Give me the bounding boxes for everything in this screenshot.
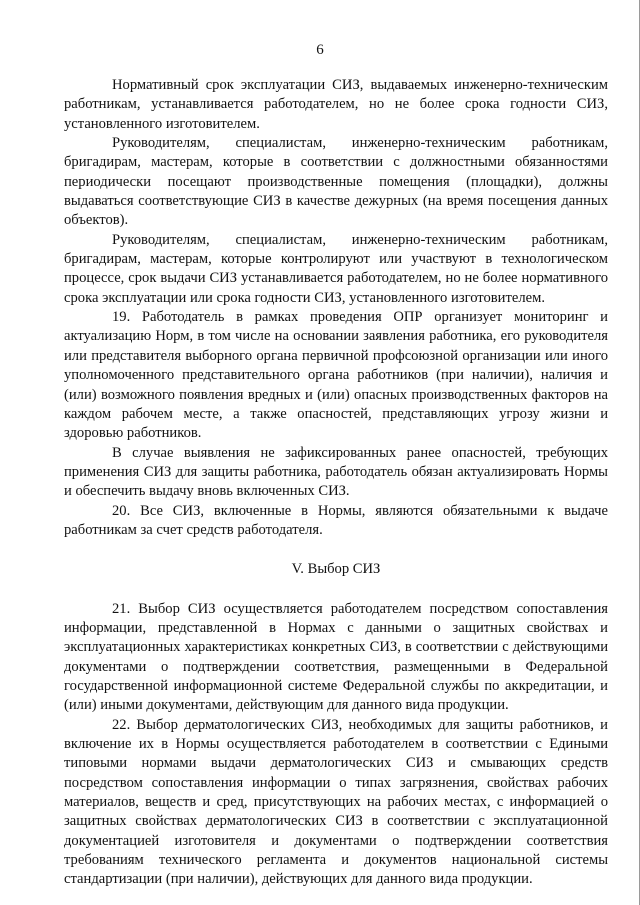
section-heading: V. Выбор СИЗ <box>291 561 381 578</box>
document-body <box>64 76 608 890</box>
paragraph-clause-22: 22. Выбор дерматологических СИЗ, необходимых для защиты работников, и включение их в Нормы осуществляется работодателем в соответствии с Едиными типовыми нормами выдачи дерматологических СИЗ и смывающих средств посредством сопоставления информации о типах загрязнения, свойствах рабочих материалов, веществ и сред, присутствующих на рабочих местах, с информацией о защитных свойствах дерматологических СИЗ в соответствии с эксплуатационной документацией изготовителя и документами о подтверждении соответствия требованиям технического регламента и документов национальной системы стандартизации (при наличии), действующих для данного вида продукции. <box>64 716 608 888</box>
paragraph: Руководителям, специалистам, инженерно-техническим работникам, бригадирам, мастерам, которые контролируют или участвуют в технологическом процессе, срок выдачи СИЗ устанавливается работодателем, но не более нормативного срока эксплуатации или срока годности СИЗ, установленного изготовителем. <box>64 231 608 306</box>
paragraph: В случае выявления не зафиксированных ранее опасностей, требующих применения СИЗ для защиты работника, работодатель обязан актуализировать Нормы и обеспечить выдачу вновь включенных СИЗ. <box>64 444 608 500</box>
page-number: 6 <box>316 42 324 58</box>
paragraph-clause-19: 19. Работодатель в рамках проведения ОПР организует мониторинг и актуализацию Норм, в том числе на основании заявления работника, его руководителя или представителя выборного органа первичной профсоюзной организации или иного уполномоченного представительного органа работников (при наличии), наличия и (или) возможного появления вредных и (или) опасных производственных факторов на каждом рабочем месте, а также опасностей, представляющих угрозу жизни и здоровью работников. <box>64 309 608 442</box>
paragraph-clause-20: 20. Все СИЗ, включенные в Нормы, являются обязательными к выдаче работникам за счет средств работодателя. <box>64 502 608 538</box>
paragraph: Руководителям, специалистам, инженерно-техническим работникам, бригадирам, мастерам, которые в соответствии с должностными обязанностями периодически посещают производственные помещения (площадки), должны выдаваться соответствующие СИЗ в качестве дежурных (на время посещения данных объектов). <box>64 135 608 229</box>
paragraph: Нормативный срок эксплуатации СИЗ, выдаваемых инженерно-техническим работникам, устанавливается работодателем, но не более срока годности СИЗ, установленного изготовителем. <box>64 77 608 132</box>
paragraph-clause-21: 21. Выбор СИЗ осуществляется работодателем посредством сопоставления информации, представленной в Нормах с данными о защитных свойствах и эксплуатационных характеристиках конкретных СИЗ, в соответствии с действующими документами о подтверждении соответствия, размещенными в Федеральной государственной информационной системе Федеральной службы по аккредитации, и (или) иными документами, действующим для данного вида продукции. <box>64 600 608 714</box>
